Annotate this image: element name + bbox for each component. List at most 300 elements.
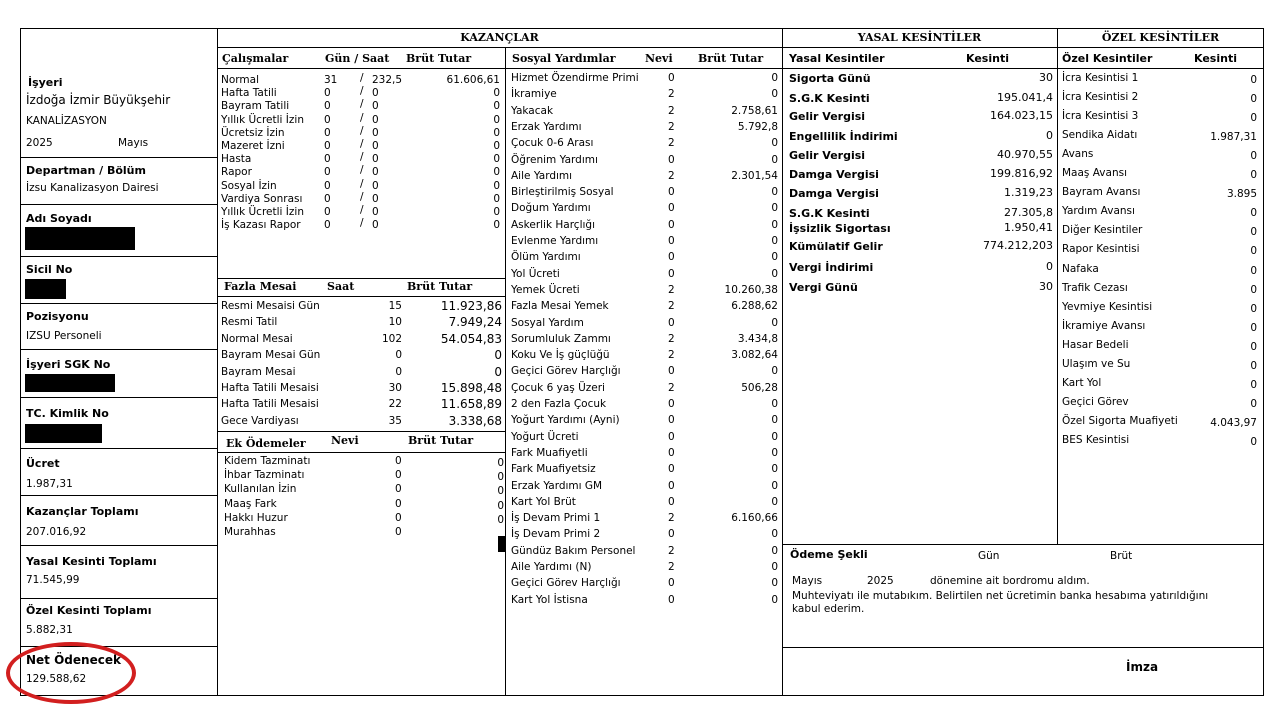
redacted-sicil bbox=[25, 279, 66, 299]
ozel-name: BES Kesintisi bbox=[1062, 433, 1130, 446]
pozisyon-label: Pozisyonu bbox=[26, 310, 89, 323]
ozel-name: Sendika Aidatı bbox=[1062, 129, 1138, 142]
departman-value: İzsu Kanalizasyon Dairesi bbox=[26, 182, 159, 194]
yasal-value: 774.212,203 bbox=[983, 239, 1053, 252]
sosyal-nevi: 0 bbox=[668, 479, 675, 492]
employee-info bbox=[20, 28, 217, 696]
ek-name: Kullanılan İzin bbox=[224, 483, 297, 496]
ozel-name: İcra Kesintisi 2 bbox=[1062, 91, 1139, 104]
yasal-name: Gelir Vergisi bbox=[789, 149, 866, 162]
ozel-name: Yardım Avansı bbox=[1062, 205, 1135, 218]
ozel-name: Bayram Avansı bbox=[1062, 186, 1141, 199]
sosyal-nevi: 0 bbox=[668, 430, 675, 443]
ozel-value: 0 bbox=[1250, 245, 1257, 258]
calisma-gun: 0 bbox=[324, 206, 331, 218]
calisma-sep: / bbox=[360, 124, 364, 137]
ozel-value: 0 bbox=[1250, 340, 1257, 353]
sosyal-tutar: 0 bbox=[771, 251, 778, 264]
saat-header: Saat bbox=[327, 280, 355, 293]
gun-saat-header: Gün / Saat bbox=[325, 52, 390, 65]
sosyal-name: Sorumluluk Zammı bbox=[511, 332, 611, 345]
yasal-name: Kümülatif Gelir bbox=[789, 240, 883, 253]
calisma-sep: / bbox=[360, 164, 364, 177]
ozel-value: 0 bbox=[1250, 226, 1257, 239]
calisma-saat: 232,5 bbox=[372, 74, 403, 86]
calisma-saat: 0 bbox=[372, 179, 379, 192]
sicil-no-label: Sicil No bbox=[26, 263, 73, 276]
calisma-sep: / bbox=[360, 72, 364, 84]
ozel-value: 0 bbox=[1250, 150, 1257, 163]
sgk-no-label: İşyeri SGK No bbox=[26, 358, 111, 371]
calisma-name: Rapor bbox=[221, 166, 252, 179]
sosyal-nevi: 0 bbox=[668, 414, 675, 427]
divider bbox=[20, 349, 217, 350]
sosyal-nevi: 0 bbox=[668, 463, 675, 476]
calisma-saat: 0 bbox=[372, 192, 379, 205]
ozel-name: Geçici Görev bbox=[1062, 395, 1129, 408]
sosyal-nevi: 2 bbox=[668, 283, 675, 296]
sosyal-nevi: 2 bbox=[668, 561, 675, 573]
calisma-tutar: 0 bbox=[493, 113, 500, 126]
ozel-value: 0 bbox=[1250, 397, 1257, 410]
sosyal-brut-tutar-header: Brüt Tutar bbox=[698, 52, 764, 65]
sosyal-nevi: 0 bbox=[668, 495, 675, 508]
sosyal-nevi: 0 bbox=[668, 153, 675, 166]
sosyal-tutar: 2.758,61 bbox=[731, 104, 778, 117]
ozel-value: 0 bbox=[1250, 169, 1257, 182]
sosyal-nevi: 0 bbox=[668, 528, 675, 541]
ozel-value: 4.043,97 bbox=[1210, 416, 1257, 429]
sosyal-name: İkramiye bbox=[511, 88, 557, 101]
sosyal-nevi: 2 bbox=[668, 512, 675, 525]
divider bbox=[505, 48, 506, 696]
calisma-tutar: 0 bbox=[493, 192, 500, 205]
tc-kimlik-label: TC. Kimlik No bbox=[26, 407, 109, 420]
calisma-saat: 0 bbox=[372, 140, 379, 152]
sosyal-nevi: 2 bbox=[668, 300, 675, 313]
ozel-kesinti-col-header: Kesinti bbox=[1194, 52, 1237, 65]
yasal-value: 199.816,92 bbox=[990, 167, 1053, 180]
net-odenecek-value: 129.588,62 bbox=[26, 673, 87, 685]
divider bbox=[218, 278, 505, 279]
highlight-circle bbox=[6, 642, 136, 704]
ozel-kesinti-toplami-value: 5.882,31 bbox=[26, 624, 73, 636]
sosyal-name: Aile Yardımı (N) bbox=[511, 561, 592, 573]
yasal-kesintiler-col-header: Yasal Kesintiler bbox=[789, 52, 885, 65]
fazla-tutar: 15.898,48 bbox=[440, 381, 502, 395]
fazla-brut-tutar-header: Brüt Tutar bbox=[407, 280, 473, 293]
yasal-name: Engellilik İndirimi bbox=[789, 130, 898, 143]
ek-nevi: 0 bbox=[395, 469, 402, 482]
sosyal-tutar: 0 bbox=[771, 561, 778, 573]
sosyal-nevi: 2 bbox=[668, 104, 675, 117]
ek-nevi: 0 bbox=[395, 455, 402, 467]
odeme-year: 2025 bbox=[867, 575, 894, 587]
sosyal-name: Sosyal Yardım bbox=[511, 316, 584, 329]
sosyal-tutar: 0 bbox=[771, 88, 778, 101]
odeme-line3: kabul ederim. bbox=[792, 603, 865, 615]
calisma-name: Hasta bbox=[221, 153, 252, 166]
sosyal-tutar: 0 bbox=[771, 398, 778, 410]
ozel-name: İkramiye Avansı bbox=[1062, 319, 1146, 332]
calisma-sep: / bbox=[360, 177, 364, 190]
divider bbox=[20, 397, 217, 398]
calisma-gun: 0 bbox=[324, 100, 331, 113]
sosyal-nevi: 0 bbox=[668, 251, 675, 264]
ucret-value: 1.987,31 bbox=[26, 478, 73, 490]
year: 2025 bbox=[26, 137, 53, 149]
calisma-name: Normal bbox=[221, 74, 259, 86]
ozel-name: Hasar Bedeli bbox=[1062, 338, 1129, 351]
sosyal-name: Evlenme Yardımı bbox=[511, 235, 599, 247]
calisma-tutar: 61.606,61 bbox=[446, 74, 500, 86]
ozel-name: Ulaşım ve Su bbox=[1062, 357, 1131, 370]
calisma-name: Yıllık Ücretli İzin bbox=[221, 113, 304, 126]
ek-name: Hakkı Huzur bbox=[224, 511, 288, 524]
divider bbox=[20, 303, 217, 304]
redacted-name bbox=[25, 227, 135, 250]
sosyal-name: Aile Yardımı bbox=[511, 169, 573, 182]
yasal-kesinti-toplami-label: Yasal Kesinti Toplamı bbox=[26, 555, 157, 568]
ek-nevi: 0 bbox=[395, 511, 402, 524]
ek-nevi-header: Nevi bbox=[331, 434, 359, 447]
ek-tutar: 0 bbox=[497, 485, 504, 498]
isyeri-label: İşyeri bbox=[28, 76, 63, 89]
calisma-sep: / bbox=[360, 98, 364, 111]
calisma-sep: / bbox=[360, 85, 364, 98]
departman-label: Departman / Bölüm bbox=[26, 164, 146, 177]
ek-tutar: 0 bbox=[497, 457, 504, 469]
sosyal-nevi: 0 bbox=[668, 316, 675, 329]
calisma-gun: 0 bbox=[324, 140, 331, 152]
odeme-gun-label: Gün bbox=[978, 550, 1000, 562]
sosyal-name: Yemek Ücreti bbox=[511, 283, 580, 296]
sosyal-tutar: 0 bbox=[771, 495, 778, 508]
ozel-value: 0 bbox=[1250, 321, 1257, 334]
fazla-saat: 35 bbox=[388, 414, 402, 427]
fazla-saat: 0 bbox=[395, 349, 402, 362]
ozel-name: İcra Kesintisi 1 bbox=[1062, 72, 1139, 84]
imza-label: İmza bbox=[1126, 660, 1159, 674]
sosyal-tutar: 6.288,62 bbox=[731, 300, 778, 313]
fazla-tutar: 0 bbox=[494, 348, 502, 363]
fazla-tutar: 0 bbox=[494, 364, 502, 379]
yasal-value: 195.041,4 bbox=[997, 91, 1053, 104]
calisma-tutar: 0 bbox=[493, 140, 500, 152]
sosyal-tutar: 506,28 bbox=[741, 381, 778, 394]
sosyal-nevi: 2 bbox=[668, 381, 675, 394]
kazanclar-header: KAZANÇLAR bbox=[460, 31, 539, 44]
sosyal-tutar: 0 bbox=[771, 446, 778, 459]
calisma-gun: 0 bbox=[324, 219, 331, 232]
fazla-name: Hafta Tatili Mesaisi bbox=[221, 398, 319, 411]
yasal-name: Gelir Vergisi bbox=[789, 110, 866, 123]
fazla-tutar: 11.658,89 bbox=[440, 397, 502, 412]
sosyal-nevi: 2 bbox=[668, 120, 675, 133]
divider bbox=[217, 68, 1264, 69]
isyeri-line1: İzdoğa İzmir Büyükşehir bbox=[26, 93, 171, 107]
sosyal-nevi: 2 bbox=[668, 137, 675, 150]
sosyal-tutar: 10.260,38 bbox=[724, 283, 778, 296]
ozel-value: 0 bbox=[1250, 93, 1257, 106]
calisma-sep: / bbox=[360, 138, 364, 150]
sosyal-nevi: 2 bbox=[668, 332, 675, 345]
sosyal-tutar: 0 bbox=[771, 479, 778, 492]
fazla-name: Hafta Tatili Mesaisi bbox=[221, 382, 319, 394]
ozel-name: Kart Yol bbox=[1062, 376, 1102, 389]
odeme-line1: dönemine ait bordromu aldım. bbox=[930, 575, 1090, 587]
ek-nevi: 0 bbox=[395, 483, 402, 496]
sosyal-nevi: 0 bbox=[668, 593, 675, 606]
sosyal-name: Doğum Yardımı bbox=[511, 202, 591, 215]
sosyal-name: Geçici Görev Harçlığı bbox=[511, 365, 621, 378]
sosyal-nevi: 0 bbox=[668, 186, 675, 199]
fazla-name: Bayram Mesai bbox=[221, 365, 296, 378]
calisma-gun: 0 bbox=[324, 179, 331, 192]
ozel-kesintiler-col-header: Özel Kesintiler bbox=[1062, 52, 1153, 65]
sosyal-name: Birleştirilmiş Sosyal bbox=[511, 186, 614, 199]
ozel-kesinti-toplami-label: Özel Kesinti Toplamı bbox=[26, 604, 152, 617]
divider bbox=[20, 598, 217, 599]
calisma-name: İş Kazası Rapor bbox=[221, 219, 301, 232]
sosyal-name: 2 den Fazla Çocuk bbox=[511, 398, 607, 410]
odeme-month: Mayıs bbox=[792, 575, 823, 587]
ozel-value: 0 bbox=[1250, 207, 1257, 220]
sosyal-name: Fazla Mesai Yemek bbox=[511, 300, 609, 313]
divider bbox=[783, 647, 1264, 648]
redacted-sgk bbox=[25, 374, 115, 392]
sosyal-nevi: 2 bbox=[668, 544, 675, 557]
yasal-kesintiler-header: YASAL KESİNTİLER bbox=[857, 31, 982, 44]
fazla-saat: 22 bbox=[388, 398, 402, 411]
divider bbox=[217, 28, 218, 696]
ek-name: İhbar Tazminatı bbox=[224, 469, 305, 482]
yasal-value: 1.319,23 bbox=[1004, 186, 1053, 199]
sosyal-name: İş Devam Primi 1 bbox=[511, 512, 601, 525]
yasal-name: Vergi Günü bbox=[789, 281, 858, 294]
sosyal-nevi: 0 bbox=[668, 365, 675, 378]
ozel-name: Rapor Kesintisi bbox=[1062, 243, 1140, 256]
divider bbox=[783, 544, 1264, 545]
sosyal-tutar: 0 bbox=[771, 528, 778, 541]
sosyal-name: Askerlik Harçlığı bbox=[511, 218, 595, 231]
sosyal-nevi: 2 bbox=[668, 349, 675, 362]
ozel-value: 0 bbox=[1250, 302, 1257, 315]
divider bbox=[1057, 28, 1058, 544]
calisma-tutar: 0 bbox=[493, 219, 500, 232]
yasal-kesinti-col-header: Kesinti bbox=[966, 52, 1009, 65]
divider bbox=[217, 47, 1264, 48]
sosyal-tutar: 0 bbox=[771, 316, 778, 329]
ek-nevi: 0 bbox=[395, 526, 402, 538]
divider bbox=[20, 256, 217, 257]
sosyal-tutar: 0 bbox=[771, 463, 778, 476]
calisma-tutar: 0 bbox=[493, 166, 500, 179]
calisma-gun: 0 bbox=[324, 87, 331, 100]
calisma-name: Ücretsiz İzin bbox=[221, 126, 285, 139]
sosyal-name: Gündüz Bakım Personel bbox=[511, 544, 636, 557]
ozel-name: Trafik Cezası bbox=[1062, 281, 1128, 294]
calisma-name: Mazeret İzni bbox=[221, 140, 285, 152]
sosyal-tutar: 0 bbox=[771, 186, 778, 199]
ozel-name: Avans bbox=[1062, 148, 1094, 161]
ek-tutar: 0 bbox=[497, 471, 504, 484]
sosyal-nevi: 0 bbox=[668, 218, 675, 231]
calisma-saat: 0 bbox=[372, 126, 379, 139]
calisma-tutar: 0 bbox=[493, 126, 500, 139]
sosyal-nevi: 0 bbox=[668, 446, 675, 459]
ozel-value: 1.987,31 bbox=[1210, 131, 1257, 144]
sosyal-tutar: 0 bbox=[771, 137, 778, 150]
calisma-name: Yıllık Ücretli İzin bbox=[221, 206, 304, 218]
sosyal-name: Fark Muafiyetli bbox=[511, 446, 588, 459]
divider bbox=[218, 296, 505, 297]
calisma-gun: 0 bbox=[324, 153, 331, 166]
calisma-gun: 0 bbox=[324, 166, 331, 179]
fazla-name: Normal Mesai bbox=[221, 332, 293, 345]
yasal-name: S.G.K Kesinti bbox=[789, 92, 870, 105]
yasal-value: 40.970,55 bbox=[997, 148, 1053, 161]
sosyal-name: Çocuk 0-6 Arası bbox=[511, 137, 594, 150]
kazanclar-toplami-label: Kazançlar Toplamı bbox=[26, 505, 139, 518]
calisma-tutar: 0 bbox=[493, 100, 500, 113]
yasal-value: 0 bbox=[1046, 129, 1053, 142]
sosyal-tutar: 0 bbox=[771, 544, 778, 557]
calisma-gun: 0 bbox=[324, 113, 331, 126]
sosyal-name: Yoğurt Yardımı (Ayni) bbox=[511, 414, 620, 427]
fazla-tutar: 11.923,86 bbox=[440, 299, 502, 313]
ek-name: Maaş Fark bbox=[224, 497, 277, 510]
calisma-tutar: 0 bbox=[493, 153, 500, 166]
sosyal-tutar: 0 bbox=[771, 414, 778, 427]
ozel-value: 0 bbox=[1250, 359, 1257, 372]
fazla-name: Gece Vardiyası bbox=[221, 414, 299, 427]
divider bbox=[20, 157, 217, 158]
sosyal-name: Koku Ve İş güçlüğü bbox=[511, 349, 610, 362]
month: Mayıs bbox=[118, 137, 149, 149]
ozel-name: Nafaka bbox=[1062, 262, 1099, 275]
net-odenecek-label: Net Ödenecek bbox=[26, 653, 121, 667]
calisma-sep: / bbox=[360, 204, 364, 216]
yasal-value: 27.305,8 bbox=[1004, 206, 1053, 219]
ozel-value: 3.895 bbox=[1226, 188, 1257, 201]
yasal-name: S.G.K Kesinti bbox=[789, 207, 870, 220]
yasal-value: 30 bbox=[1039, 71, 1053, 84]
sosyal-nevi: 0 bbox=[668, 267, 675, 280]
sosyal-tutar: 6.160,66 bbox=[731, 512, 778, 525]
calisma-tutar: 0 bbox=[493, 206, 500, 218]
ucret-label: Ücret bbox=[26, 457, 60, 470]
divider bbox=[218, 431, 505, 432]
sosyal-name: Ölüm Yardımı bbox=[511, 251, 581, 264]
sosyal-name: Erzak Yardımı bbox=[511, 120, 582, 133]
calisma-saat: 0 bbox=[372, 206, 379, 218]
sosyal-name: Yol Ücreti bbox=[511, 267, 560, 280]
calisma-tutar: 0 bbox=[493, 179, 500, 192]
pozisyon-value: IZSU Personeli bbox=[26, 330, 102, 342]
calisma-name: Bayram Tatili bbox=[221, 100, 290, 113]
calisma-gun: 0 bbox=[324, 192, 331, 205]
fazla-tutar: 7.949,24 bbox=[448, 315, 502, 330]
calisma-sep: / bbox=[360, 190, 364, 203]
odeme-brut-label: Brüt bbox=[1110, 550, 1133, 562]
sosyal-tutar: 0 bbox=[771, 218, 778, 231]
sosyal-name: Öğrenim Yardımı bbox=[511, 153, 598, 166]
calisma-saat: 0 bbox=[372, 153, 379, 166]
sosyal-name: Fark Muafiyetsiz bbox=[511, 463, 596, 476]
sosyal-tutar: 0 bbox=[771, 153, 778, 166]
sosyal-tutar: 0 bbox=[771, 593, 778, 606]
sosyal-nevi: 0 bbox=[668, 398, 675, 410]
yasal-name: Vergi İndirimi bbox=[789, 261, 874, 274]
ek-tutar: 0 bbox=[497, 513, 504, 526]
sosyal-tutar: 0 bbox=[771, 202, 778, 215]
ozel-name: İcra Kesintisi 3 bbox=[1062, 110, 1139, 123]
marker-block bbox=[498, 536, 505, 552]
sosyal-name: Erzak Yardımı GM bbox=[511, 479, 603, 492]
ozel-name: Yevmiye Kesintisi bbox=[1062, 300, 1153, 313]
ozel-value: 0 bbox=[1250, 112, 1257, 125]
sosyal-nevi: 2 bbox=[668, 169, 675, 182]
yasal-value: 1.950,41 bbox=[1004, 221, 1053, 234]
calismalar-header: Çalışmalar bbox=[222, 52, 289, 65]
sosyal-nevi-header: Nevi bbox=[645, 52, 673, 65]
sosyal-name: Hizmet Özendirme Primi bbox=[511, 72, 639, 84]
adi-soyadi-label: Adı Soyadı bbox=[26, 212, 92, 225]
sosyal-tutar: 5.792,8 bbox=[737, 120, 778, 133]
sosyal-name: Kart Yol Brüt bbox=[511, 495, 576, 508]
yasal-value: 30 bbox=[1039, 280, 1053, 293]
ozel-value: 0 bbox=[1250, 378, 1257, 391]
yasal-name: Damga Vergisi bbox=[789, 187, 879, 200]
sosyal-tutar: 0 bbox=[771, 267, 778, 280]
divider bbox=[20, 204, 217, 205]
calisma-sep: / bbox=[360, 111, 364, 124]
sosyal-nevi: 0 bbox=[668, 577, 675, 590]
sosyal-tutar: 0 bbox=[771, 72, 778, 84]
ek-name: Kidem Tazminatı bbox=[224, 455, 311, 467]
brut-tutar-header: Brüt Tutar bbox=[406, 52, 472, 65]
odeme-sekli-label: Ödeme Şekli bbox=[790, 548, 868, 561]
odeme-line2: Muhteviyatı ile mutabıkım. Belirtilen net ücretimin banka hesabıma yatırıldığını bbox=[792, 590, 1209, 602]
ek-odemeler-header: Ek Ödemeler bbox=[226, 437, 306, 450]
fazla-saat: 10 bbox=[388, 316, 402, 329]
calisma-saat: 0 bbox=[372, 100, 379, 113]
sosyal-nevi: 0 bbox=[668, 235, 675, 247]
sosyal-tutar: 0 bbox=[771, 235, 778, 247]
sosyal-nevi: 0 bbox=[668, 202, 675, 215]
fazla-saat: 0 bbox=[395, 365, 402, 378]
fazla-mesai-header: Fazla Mesai bbox=[224, 280, 297, 293]
calisma-gun: 31 bbox=[324, 74, 338, 86]
sosyal-tutar: 0 bbox=[771, 577, 778, 590]
sosyal-tutar: 2.301,54 bbox=[731, 169, 778, 182]
divider bbox=[782, 28, 783, 696]
fazla-saat: 15 bbox=[388, 300, 402, 312]
sosyal-name: Kart Yol İstisna bbox=[511, 593, 588, 606]
ozel-value: 0 bbox=[1250, 74, 1257, 86]
fazla-name: Bayram Mesai Gün bbox=[221, 349, 321, 362]
fazla-tutar: 54.054,83 bbox=[440, 331, 502, 346]
yasal-value: 0 bbox=[1046, 260, 1053, 273]
divider bbox=[20, 545, 217, 546]
sosyal-tutar: 0 bbox=[771, 365, 778, 378]
yasal-value: 164.023,15 bbox=[990, 109, 1053, 122]
calisma-saat: 0 bbox=[372, 113, 379, 126]
ek-brut-tutar-header: Brüt Tutar bbox=[408, 434, 474, 447]
ek-tutar: 0 bbox=[497, 499, 504, 512]
calisma-sep: / bbox=[360, 217, 364, 230]
